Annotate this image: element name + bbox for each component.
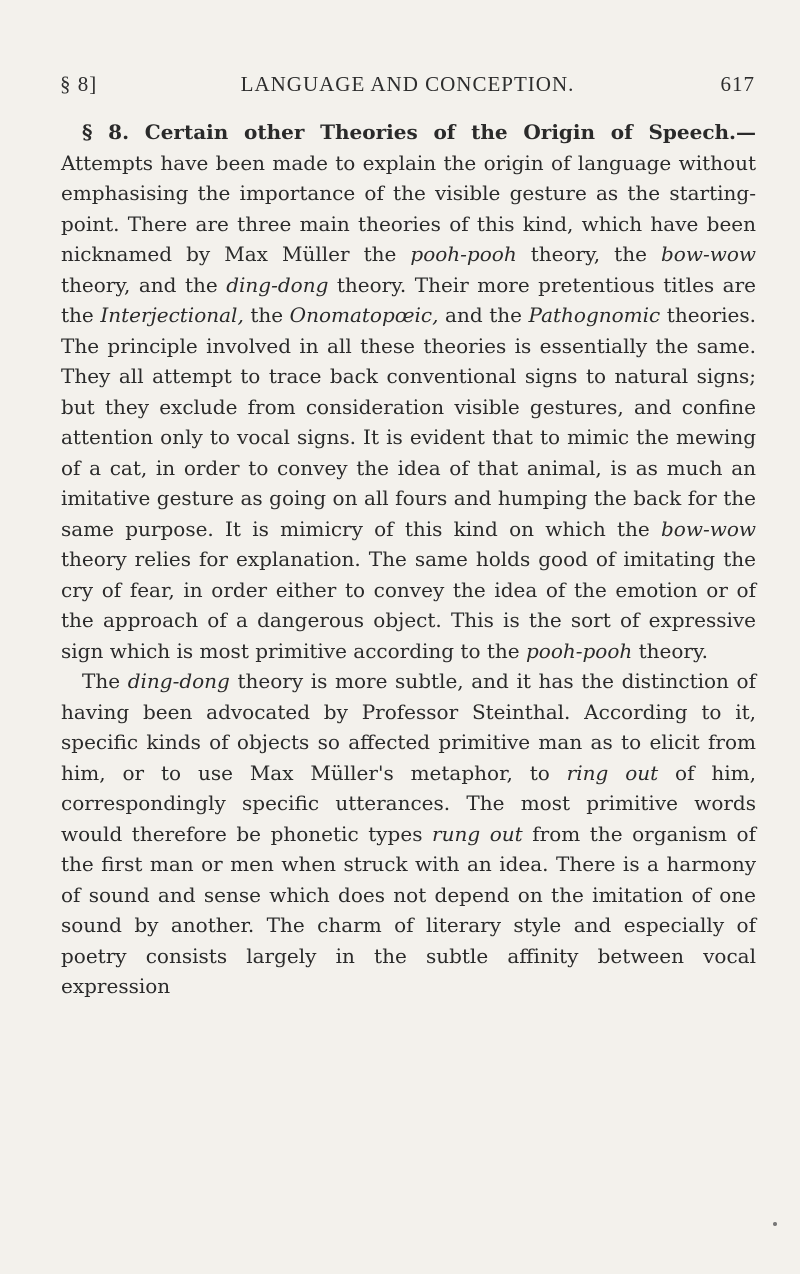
text-run: theory, and the [61,272,227,297]
section-heading: § 8. Certain other Theories of the Origin of Speech.— [82,120,756,144]
italic-term: ring out [566,760,659,785]
text-run: and the [438,303,529,327]
body-text [61,117,756,1002]
paper-speck [773,1222,777,1226]
italic-term: rung out [432,821,523,846]
text-run: theory, the [516,242,661,266]
text-run: of him, correspondingly specific utterances. The most primitive words would therefore be phonetic types [61,760,756,846]
italic-term: bow-wow [661,242,756,266]
text-run: The [82,669,128,693]
paragraph-1 [61,117,756,666]
section-marker: § 8] [60,72,98,96]
text-run: theories. The principle involved in all these theories is essentially the same. They all attempt to trace back conventional signs to natural signs; but they exclude from consideration visible gestures, and confine attention only to vocal signs. It is evident that to mimic the mewing of a cat, in order to convey the idea of that animal, is as much an imitative gesture as going on all fours and humping the back for the same purpose. It is mimicry of this kind on which the [61,303,757,541]
page-number: 617 [720,72,755,96]
running-head [60,72,755,102]
text-run: theory. Their more pretentious titles are the [61,272,756,327]
italic-term: Interjectional, [100,303,244,327]
italic-term: bow-wow [661,516,756,541]
text-run: theory relies for explanation. The same holds good of imitating the cry of fear, in order either to convey the idea of the emotion or of the approach of a dangerous object. This is the sort of expressive sign which is most primitive according to the [61,547,756,663]
italic-term: ding-dong [226,272,329,297]
text-run: the [243,303,290,327]
text-run: theory. [632,638,708,663]
paragraph-2 [61,666,756,1002]
running-title: LANGUAGE AND CONCEPTION. [240,72,575,96]
text-run: theory is more subtle, and it has the distinction of having been advocated by Professor Steinthal. According to it, specific kinds of objects so affected primitive man as to elicit from him, or to use Max Müller's metaphor, to [61,669,756,785]
italic-term: Onomatopœic, [289,303,439,327]
italic-term: ding-dong [127,669,230,693]
text-run: Attempts have been made to explain the origin of language without emphasising the importance of the visible gesture as the starting-point. There are three main theories of this kind, which have been nicknamed by Max Müller the [61,150,756,266]
text-run: from the organism of the first man or men when struck with an idea. There is a harmony of sound and sense which does not depend on the imitation of one sound by another. The charm of literary style and especially of poetry consists largely in the subtle affinity between vocal expression [61,821,756,998]
italic-term: Pathognomic [528,303,661,327]
italic-term: pooh-pooh [410,242,517,266]
italic-term: pooh-pooh [525,638,633,663]
